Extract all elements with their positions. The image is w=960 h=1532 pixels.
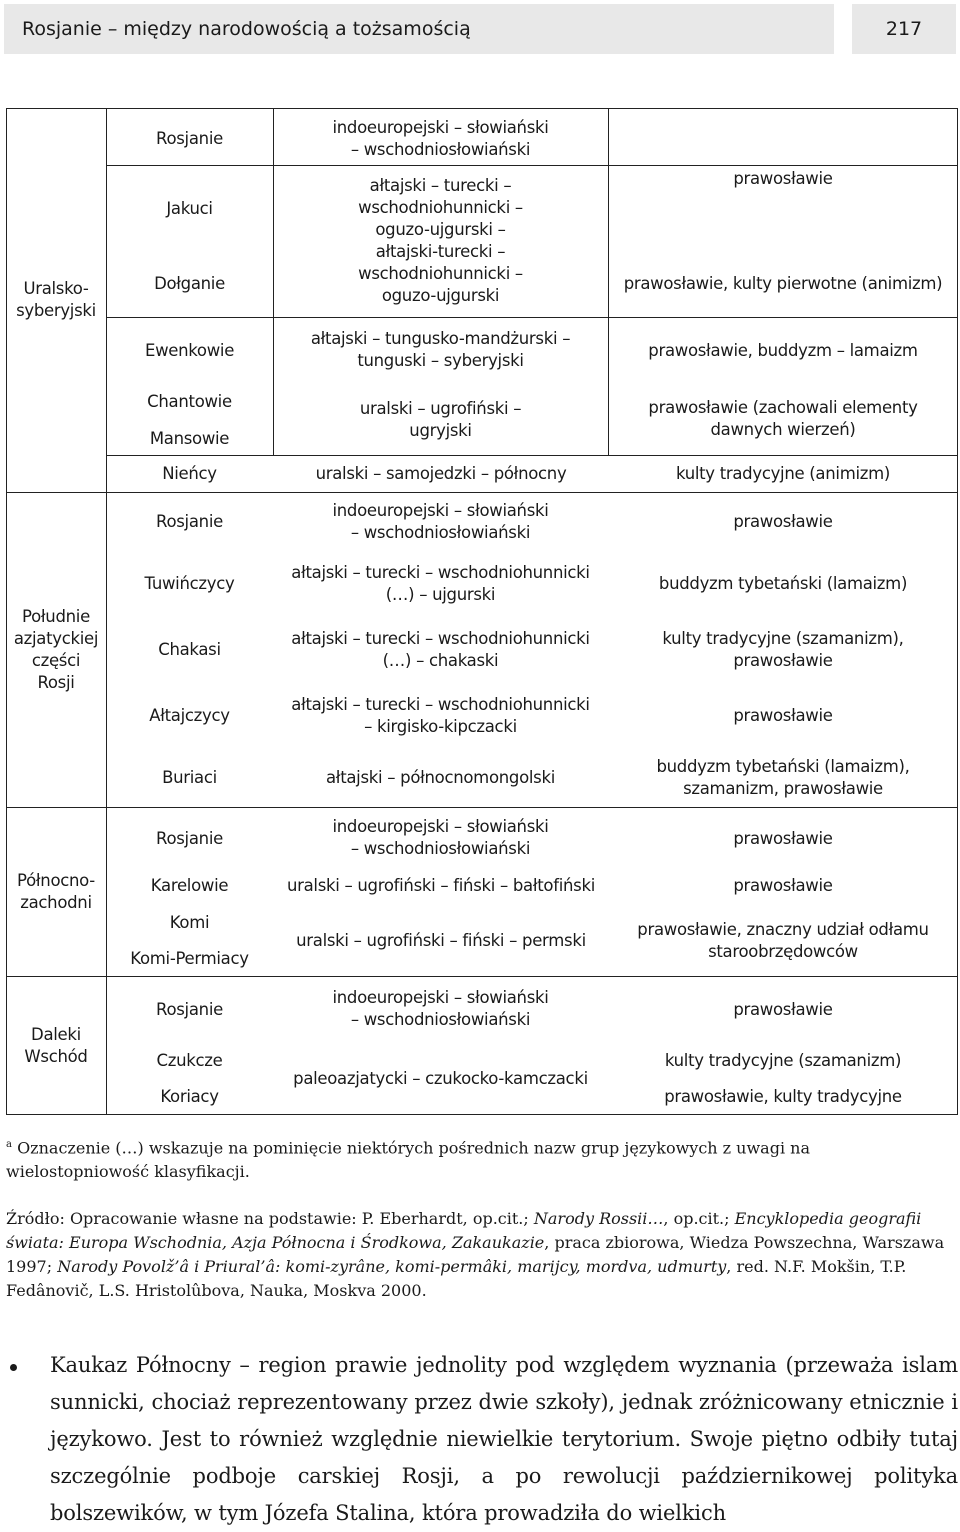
people-cell: Nieńcy — [162, 464, 217, 483]
source-text: , praca zbiorowa, Wiedza Powszechna, Warszawa 1997; — [6, 1233, 945, 1276]
people-cell: Ewenkowie — [144, 341, 235, 360]
language-cell: ałtajski – turecki – wschodniohunnicki (…) – ujgurski — [291, 563, 590, 604]
source-text: , red. N.F. Mokšin, T.P. Fedânovič, L.S. Hristolûbova, Nauka, Moskva 2000. — [6, 1257, 907, 1300]
language-cell: ałtajski – turecki – wschodniohunnicki (…) – chakaski — [291, 629, 590, 670]
religion-cell: prawosławie — [733, 169, 833, 188]
language-cell: uralski – ugrofiński – fiński – bałtofiński — [286, 876, 596, 895]
people-cell: Rosjanie — [156, 512, 223, 531]
row-divider — [106, 455, 958, 456]
people-cell: Rosjanie — [156, 1000, 223, 1019]
language-cell: indoeuropejski – słowiański – wschodniosłowiański — [332, 817, 549, 858]
language-cell: paleoazjatycki – czukocko-kamczacki — [293, 1069, 588, 1088]
people-cell: Koriacy — [160, 1087, 219, 1106]
people-cell: Karelowie — [150, 876, 229, 895]
language-cell: uralski – samojedzki – północny — [315, 464, 567, 483]
religion-cell: prawosławie, kulty tradycyjne — [664, 1087, 902, 1106]
religion-cell: prawosławie — [733, 829, 833, 848]
religion-cell: kulty tradycyjne (szamanizm) — [664, 1051, 902, 1070]
region-divider — [6, 976, 958, 977]
page-number: 217 — [852, 4, 956, 54]
source-title: Narody Povolž’â i Priural’â: komi-zyrâne, komi-permâki, marijcy, mordva, udmurty — [57, 1257, 727, 1276]
religion-cell: kulty tradycyjne (szamanizm), prawosławie — [662, 629, 904, 670]
region-cell: Uralsko- syberyjski — [16, 279, 96, 320]
footnote-text: Oznaczenie (…) wskazuje na pominięcie niektórych pośrednich nazw grup językowych z uwagi na wielostopniowość klasyfikacji. — [6, 1138, 811, 1182]
religion-cell: buddyzm tybetański (lamaizm) — [658, 574, 908, 593]
source-title: Narody Rossii… — [533, 1209, 664, 1228]
region-cell: Północno- zachodni — [17, 870, 95, 912]
language-cell: indoeuropejski – słowiański – wschodniosłowiański — [332, 118, 549, 159]
people-cell: Chantowie — [147, 392, 232, 411]
language-cell: indoeuropejski – słowiański – wschodniosłowiański — [332, 988, 549, 1029]
row-divider — [106, 317, 958, 318]
footnote-marker: a — [6, 1139, 12, 1150]
source-note — [6, 1207, 958, 1303]
people-cell: Mansowie — [149, 429, 230, 448]
source-title: Encyklopedia geografii świata: Europa Wschodnia, Azja Północna i Środkowa, Zakaukazie — [6, 1209, 922, 1252]
source-text: , op.cit.; — [663, 1209, 735, 1228]
people-cell: Dołganie — [154, 274, 225, 293]
people-cell: Rosjanie — [156, 829, 223, 848]
ethnic-table — [6, 108, 958, 1115]
source-text: Źródło: Opracowanie własne na podstawie: P. Eberhardt, op.cit.; — [6, 1209, 534, 1228]
people-cell: Czukcze — [156, 1051, 223, 1070]
people-cell: Ałtajczycy — [149, 706, 230, 725]
language-cell: indoeuropejski – słowiański – wschodniosłowiański — [332, 501, 549, 542]
language-cell: ałtajski – turecki – wschodniohunnicki – oguzo-ujgurski – ałtajski-turecki – wschodniohunnicki – oguzo-ujgurski — [358, 176, 523, 305]
people-cell: Jakuci — [166, 199, 213, 218]
religion-cell: prawosławie, buddyzm – lamaizm — [648, 341, 918, 360]
people-cell: Rosjanie — [156, 129, 223, 148]
table-footnote — [6, 1133, 958, 1184]
religion-cell: kulty tradycyjne (animizm) — [675, 464, 891, 483]
region-divider — [6, 807, 958, 808]
religion-cell: prawosławie — [733, 876, 833, 895]
people-cell: Komi-Permiacy — [130, 949, 249, 968]
running-header-title: Rosjanie – między narodowością a tożsamością — [4, 4, 834, 54]
religion-cell: prawosławie — [733, 512, 833, 531]
religion-cell: prawosławie — [733, 1000, 833, 1019]
religion-cell: prawosławie, kulty pierwotne (animizm) — [623, 274, 943, 293]
language-cell: ałtajski – tungusko-mandżurski – tunguski – syberyjski — [310, 329, 571, 370]
religion-cell: prawosławie (zachowali elementy dawnych wierzeń) — [648, 398, 918, 439]
religion-cell: prawosławie, znaczny udział odłamu staroobrzędowców — [637, 920, 929, 961]
language-cell: ałtajski – północnomongolski — [326, 768, 555, 787]
region-cell: Daleki Wschód — [24, 1024, 88, 1066]
people-cell: Buriaci — [162, 768, 217, 787]
region-divider — [6, 492, 958, 493]
bullet-text: Kaukaz Północny – region prawie jednolity pod względem wyznania (przeważa islam sunnicki, chociaż reprezentowany przez dwie szkoły), jednak zróżnicowany etnicznie i językowo. Jest to również względnie niewielkie terytorium. Swoje piętno odbiły tutaj szczególnie podboje carskiej Rosji, a po rewolucji październikowej polityka bolszewików, w tym Józefa Stalina, która prowadziła do wielkich — [50, 1353, 958, 1525]
language-cell: uralski – ugrofiński – fiński – permski — [296, 931, 586, 950]
religion-cell: prawosławie — [733, 706, 833, 725]
region-cell: Południe azjatyckiej części Rosji — [13, 606, 99, 692]
people-cell: Tuwińczycy — [144, 574, 235, 593]
bullet-paragraph — [6, 1347, 958, 1532]
people-cell: Komi — [169, 913, 210, 932]
religion-cell: buddyzm tybetański (lamaizm), szamanizm, prawosławie — [656, 757, 910, 798]
language-cell: uralski – ugrofiński – ugryjski — [359, 399, 522, 440]
people-cell: Chakasi — [158, 640, 221, 659]
bullet-icon — [10, 1364, 17, 1371]
language-cell: ałtajski – turecki – wschodniohunnicki – kirgisko-kipczacki — [291, 695, 590, 736]
